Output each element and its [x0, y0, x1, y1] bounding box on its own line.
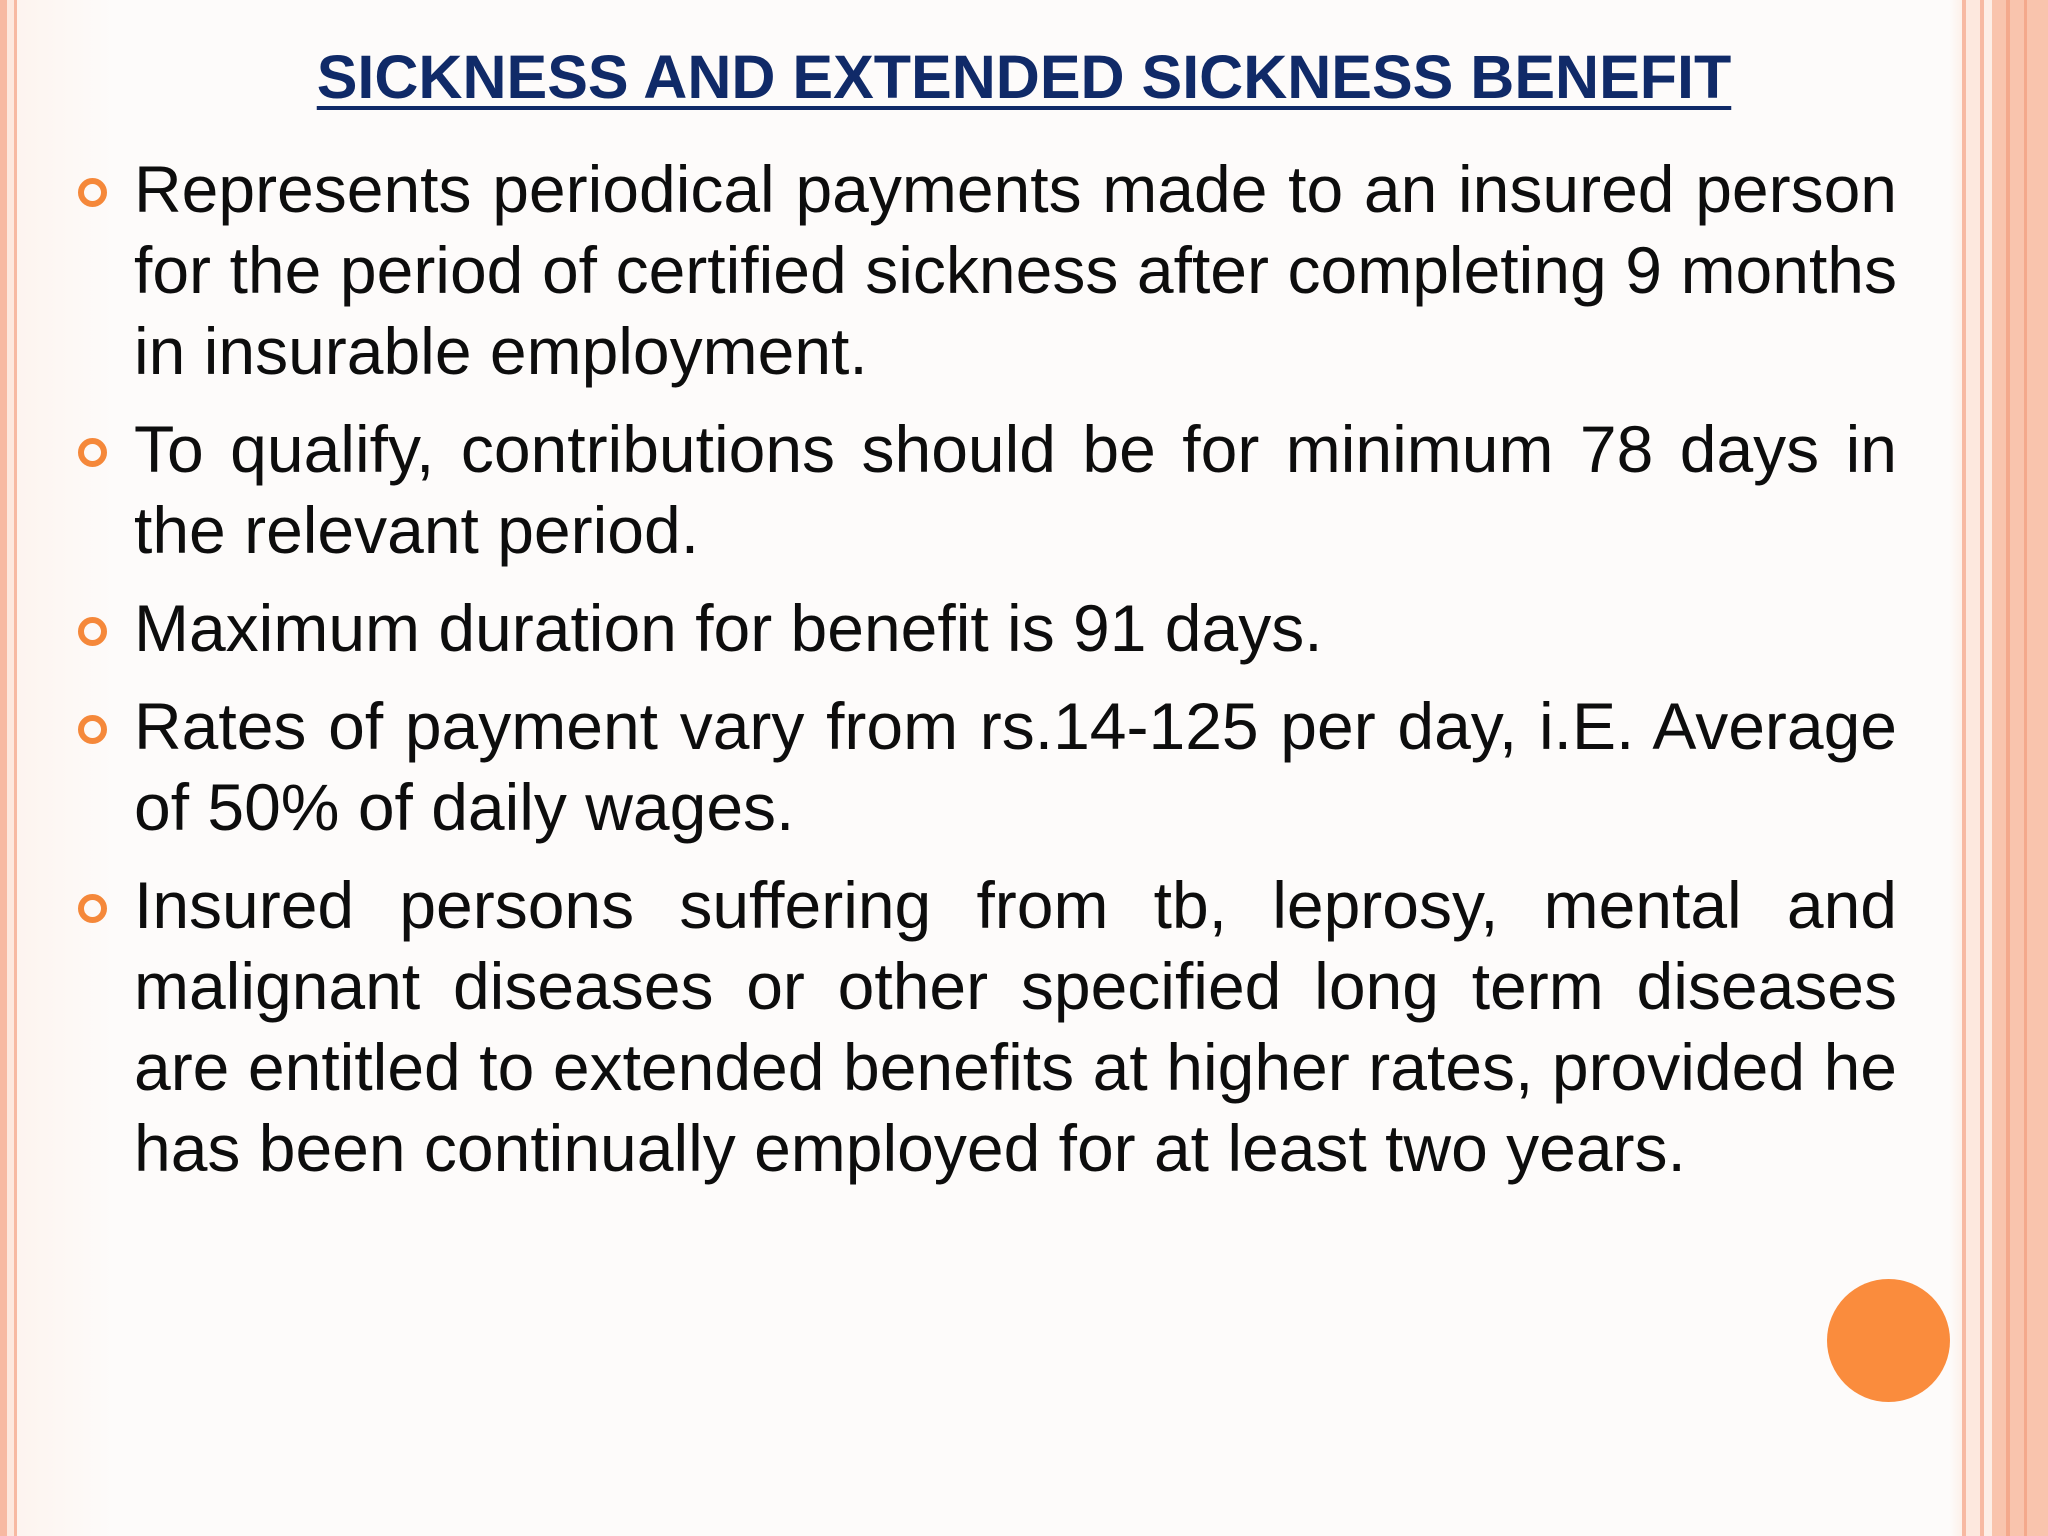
bullet-item	[0, 149, 1897, 392]
bullet-text: Insured persons suffering from tb, leprosy, mental and malignant diseases or other specified long term diseases are entitled to extended benefits at higher rates, provided he has been continually employed for at least two years.	[134, 868, 1897, 1185]
bullet-circle-icon	[78, 894, 107, 923]
bullet-circle-icon	[78, 617, 107, 646]
bullet-item	[0, 588, 1897, 669]
bullet-text: Represents periodical payments made to an insured person for the period of certified sickness after completing 9 months in insurable employment.	[134, 152, 1897, 388]
slide-title: SICKNESS AND EXTENDED SICKNESS BENEFIT	[316, 43, 1732, 111]
decorative-orange-circle	[1827, 1279, 1950, 1402]
bullet-text: Maximum duration for benefit is 91 days.	[134, 591, 1323, 665]
bullet-circle-icon	[78, 438, 107, 467]
bullet-item	[0, 865, 1897, 1189]
bullet-circle-icon	[78, 178, 107, 207]
bullet-item	[0, 686, 1897, 848]
bullet-item	[0, 409, 1897, 571]
bullet-circle-icon	[78, 715, 107, 744]
bullet-list	[0, 149, 2048, 1206]
bullet-text: To qualify, contributions should be for minimum 78 days in the relevant period.	[134, 412, 1897, 567]
bullet-text: Rates of payment vary from rs.14-125 per day, i.E. Average of 50% of daily wages.	[134, 689, 1897, 844]
